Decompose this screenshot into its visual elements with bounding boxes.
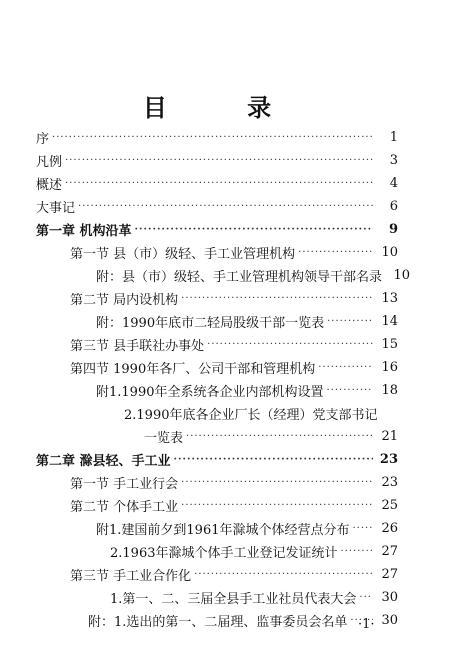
- toc-entry: [0, 609, 450, 632]
- leader-dots: [181, 293, 373, 304]
- table-of-contents: [0, 126, 450, 632]
- leader-dots: [135, 224, 373, 235]
- toc-entry: [0, 172, 450, 195]
- leader-dots: [186, 431, 373, 442]
- toc-entry-label: 附1.1990年全系统各企业内部机构设置: [96, 385, 324, 400]
- toc-entry-page: 3: [389, 153, 398, 168]
- toc-entry: [0, 402, 450, 425]
- toc-entry: [0, 310, 450, 333]
- leader-dots: [52, 132, 373, 143]
- page-title: 目 录: [142, 93, 308, 122]
- toc-entry: [0, 471, 450, 494]
- toc-entry-page: 27: [381, 544, 398, 559]
- toc-entry-label: 凡例: [36, 155, 63, 170]
- toc-entry: [0, 264, 450, 287]
- leader-dots: [327, 316, 373, 327]
- toc-entry-page: 10: [393, 268, 411, 283]
- toc-entry-label: 附1.建国前夕到1961年滁城个体经营点分布: [96, 523, 350, 538]
- toc-entry-page: 14: [381, 314, 398, 329]
- toc-entry: [0, 241, 450, 264]
- toc-entry: [0, 540, 450, 563]
- leader-dots: [353, 523, 374, 534]
- leader-dots: [298, 247, 373, 258]
- toc-entry-page: 16: [381, 360, 398, 375]
- toc-entry-page: 13: [381, 291, 398, 306]
- page-number-footer: ·1·: [358, 617, 375, 632]
- toc-entry-label: 一览表: [144, 431, 184, 446]
- leader-dots: [359, 592, 373, 603]
- toc-entry-label: 大事记: [36, 201, 76, 216]
- toc-entry-label: 附：1.选出的第一、二届理、监事委员会名单: [88, 615, 348, 630]
- toc-entry: [0, 356, 450, 379]
- toc-entry-label: 附：县（市）级轻、手工业管理机构领导干部名录: [96, 270, 383, 285]
- toc-entry: [0, 379, 450, 402]
- leader-dots: [181, 500, 373, 511]
- toc-entry-label: 第一节 县（市）级轻、手工业管理机构: [70, 247, 296, 262]
- toc-entry-page: 23: [381, 475, 398, 490]
- leader-dots: [181, 477, 373, 488]
- toc-entry-label: 第三节 县手联社办事处: [70, 339, 205, 354]
- toc-entry: [0, 494, 450, 517]
- toc-entry-page: 25: [381, 498, 398, 513]
- toc-chapter-entry: [0, 218, 450, 241]
- toc-entry-page: 27: [381, 567, 398, 582]
- toc-entry-label: 序: [36, 132, 50, 147]
- toc-entry-label: 2.1990年底各企业厂长（经理）党支部书记: [124, 408, 378, 423]
- toc-entry: [0, 126, 450, 149]
- leader-dots: [78, 201, 373, 212]
- leader-dots: [341, 546, 374, 557]
- toc-entry-page: 6: [389, 199, 398, 214]
- toc-entry-label: 第二章 滁县轻、手工业: [36, 454, 171, 469]
- toc-entry-label: 第三节 手工业合作化: [70, 569, 192, 584]
- toc-entry: [0, 517, 450, 540]
- toc-entry-label: 附：1990年底市二轻局股级干部一览表: [96, 316, 325, 331]
- toc-entry-label: 2.1963年滁城个体手工业登记发证统计: [110, 546, 338, 561]
- toc-entry: [0, 563, 450, 586]
- toc-entry: [0, 195, 450, 218]
- leader-dots: [194, 569, 373, 580]
- toc-entry-page: 21: [381, 429, 398, 444]
- toc-entry: [0, 333, 450, 356]
- leader-dots: [327, 385, 374, 396]
- toc-entry-label: 第四节 1990年各厂、公司干部和管理机构: [70, 362, 316, 377]
- toc-entry-page: 18: [381, 383, 398, 398]
- toc-entry: [0, 287, 450, 310]
- toc-entry-page: 9: [388, 222, 398, 237]
- leader-dots: [318, 362, 373, 373]
- leader-dots: [65, 178, 373, 189]
- toc-entry-label: 第二节 个体手工业: [70, 500, 179, 515]
- toc-entry-page: 1: [389, 130, 398, 145]
- toc-entry: [0, 586, 450, 609]
- toc-entry-page: 30: [381, 613, 398, 628]
- leader-dots: [207, 339, 373, 350]
- toc-entry-label: 1.第一、二、三届全县手工业社员代表大会: [110, 592, 357, 607]
- toc-chapter-entry: [0, 448, 450, 471]
- toc-entry-label: 概述: [36, 178, 63, 193]
- toc-entry-page: 10: [381, 245, 398, 260]
- toc-entry: [0, 425, 450, 448]
- toc-entry-label: 第一节 手工业行会: [70, 477, 179, 492]
- toc-entry-page: 4: [389, 176, 398, 191]
- leader-dots: [65, 155, 373, 166]
- toc-entry-page: 15: [381, 337, 398, 352]
- leader-dots: [174, 454, 373, 465]
- toc-entry-page: 23: [379, 452, 398, 467]
- toc-entry-label: 第一章 机构沿革: [36, 224, 132, 239]
- toc-entry-page: 30: [381, 590, 398, 605]
- toc-entry-page: 26: [381, 521, 398, 536]
- toc-entry-label: 第二节 局内设机构: [70, 293, 179, 308]
- toc-entry: [0, 149, 450, 172]
